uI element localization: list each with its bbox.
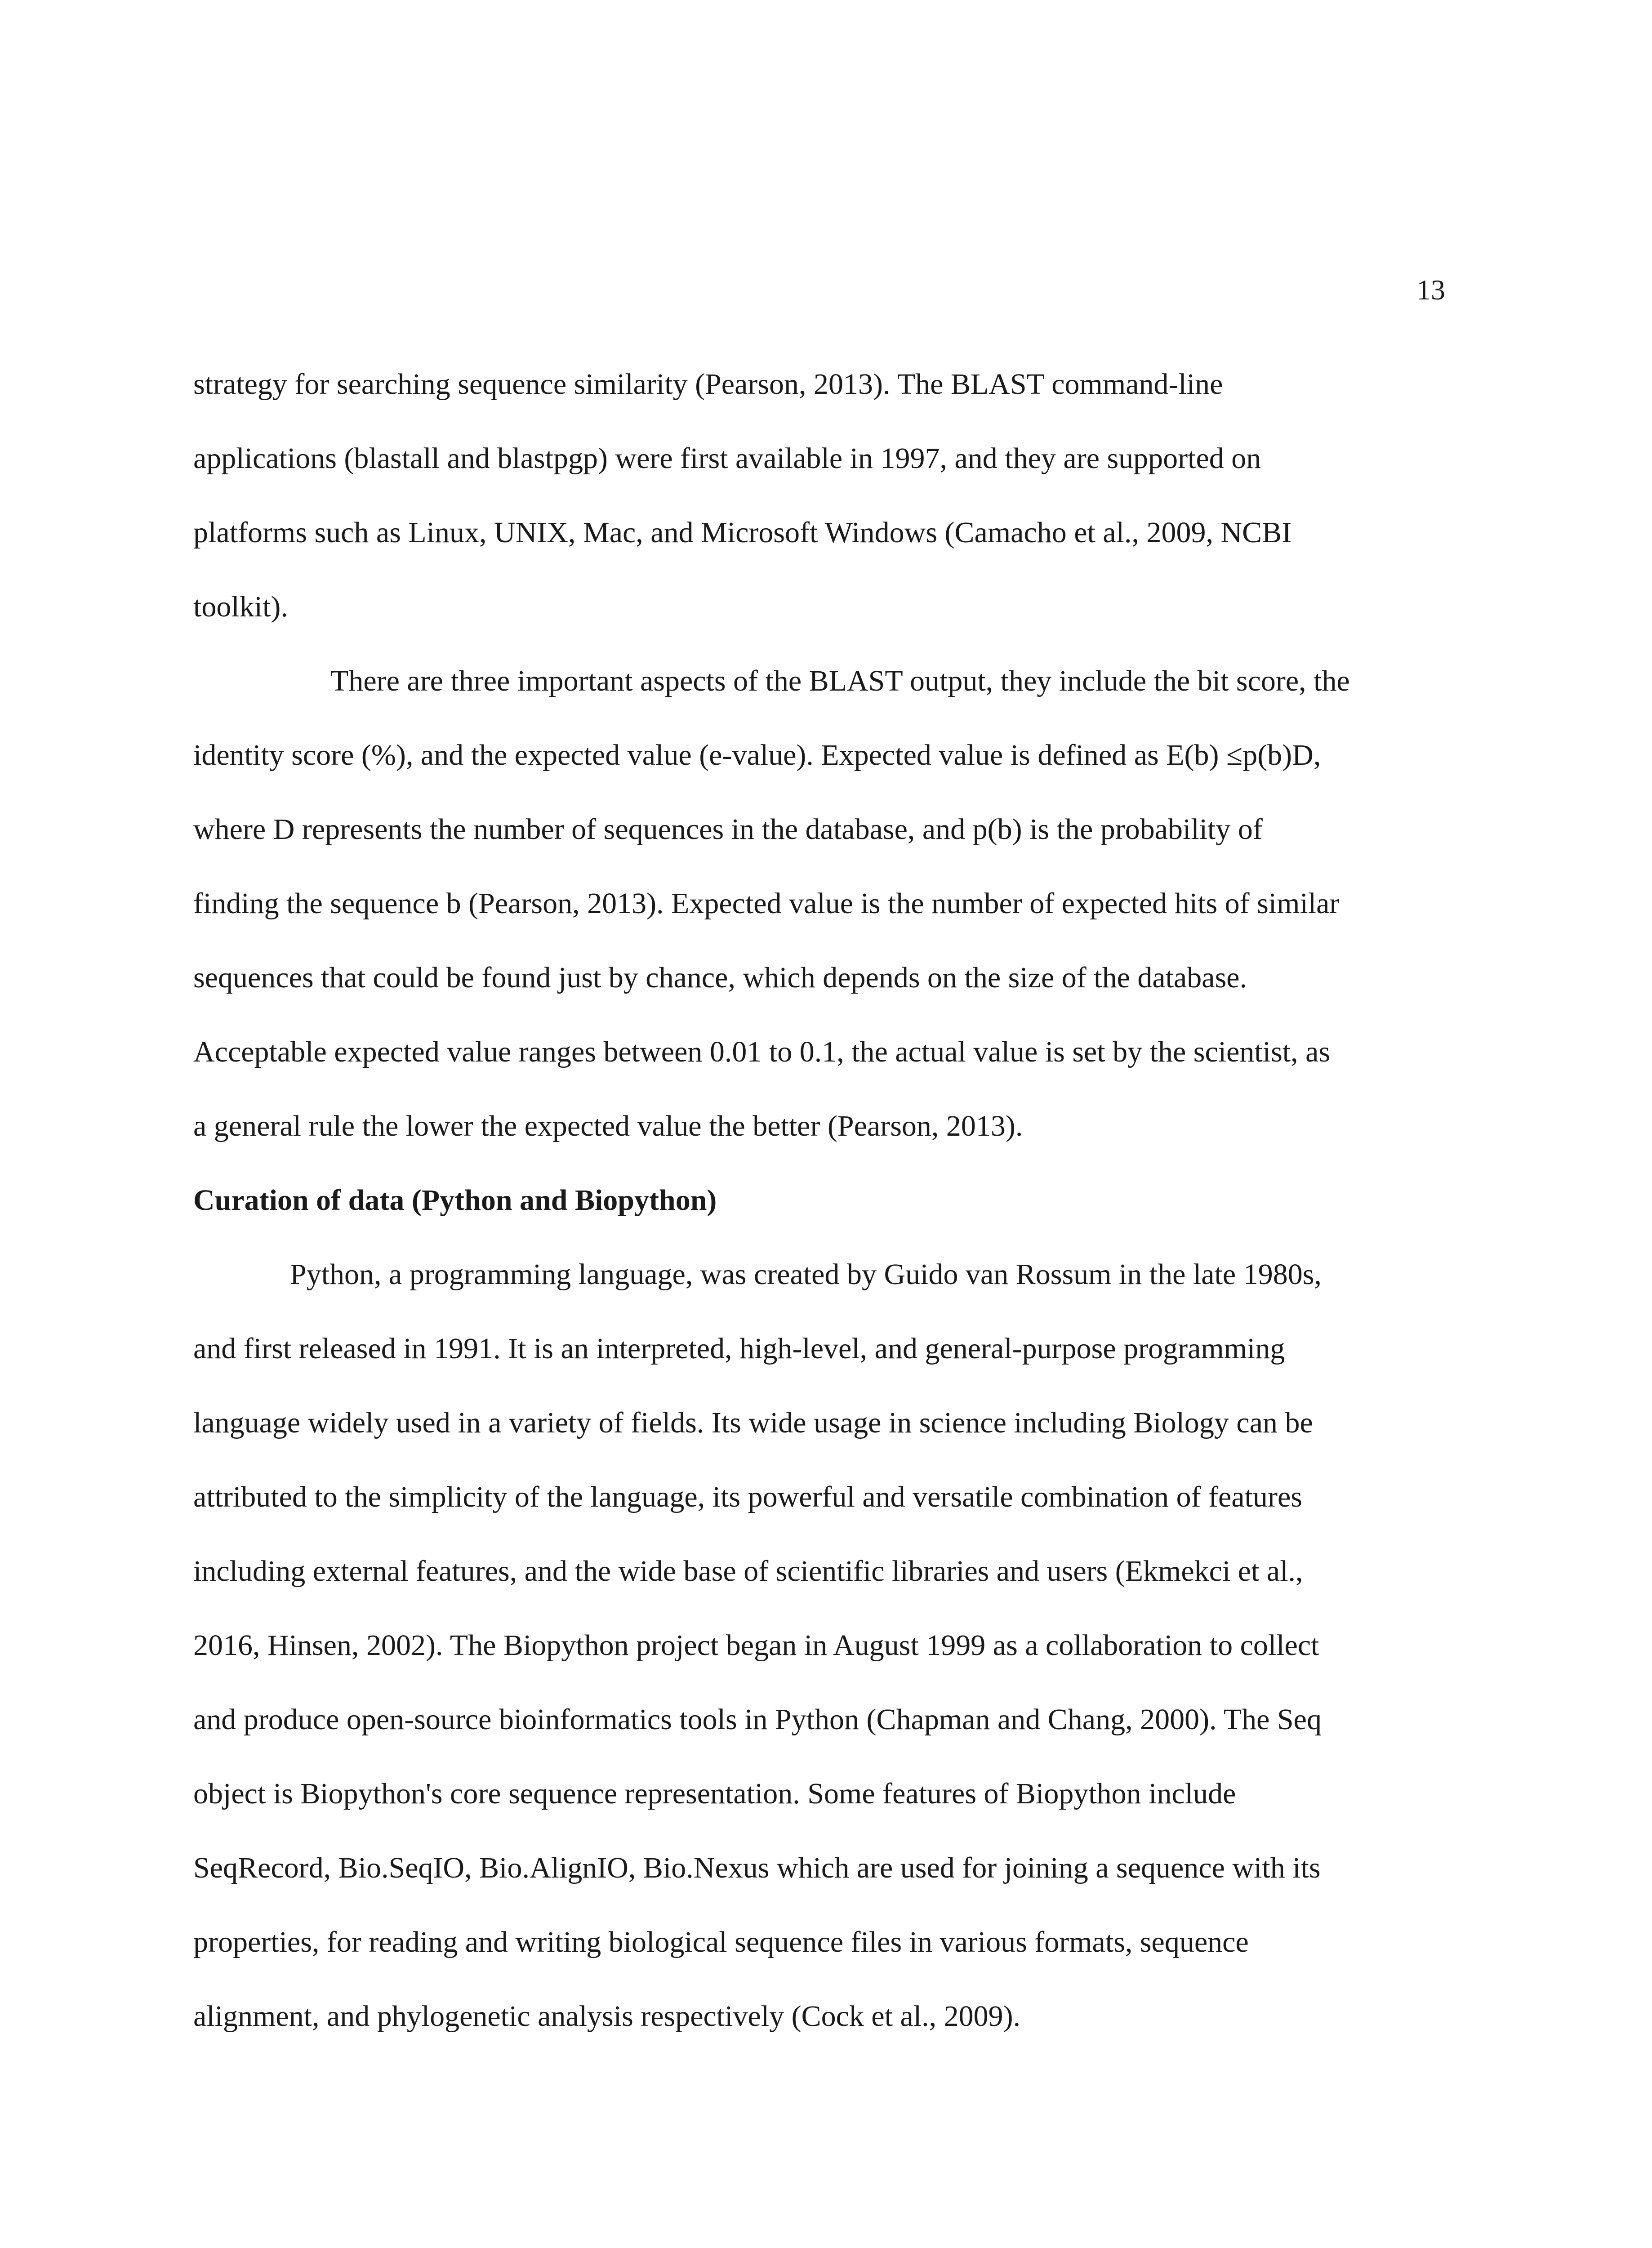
paragraph-1-line: toolkit). <box>193 590 288 623</box>
paragraph-3-line: 2016, Hinsen, 2002). The Biopython project began in August 1999 as a collaboration to collect <box>193 1629 1319 1662</box>
page-number: 13 <box>1416 274 1445 306</box>
paragraph-3-line: properties, for reading and writing biological sequence files in various formats, sequence <box>193 1926 1249 1958</box>
paragraph-3-line: Python, a programming language, was created by Guido van Rossum in the late 1980s, <box>290 1258 1322 1291</box>
paragraph-3-line: alignment, and phylogenetic analysis respectively (Cock et al., 2009). <box>193 2000 1021 2033</box>
paragraph-3-line: language widely used in a variety of fields. Its wide usage in science including Biology can be <box>193 1406 1313 1439</box>
paragraph-3-line: and first released in 1991. It is an interpreted, high-level, and general-purpose programming <box>193 1332 1285 1365</box>
paragraph-1-line: platforms such as Linux, UNIX, Mac, and Microsoft Windows (Camacho et al., 2009, NCBI <box>193 516 1292 549</box>
paragraph-2-line: sequences that could be found just by chance, which depends on the size of the database. <box>193 961 1247 994</box>
paragraph-2-line: finding the sequence b (Pearson, 2013). Expected value is the number of expected hits of similar <box>193 887 1340 920</box>
paragraph-1-line: strategy for searching sequence similarity (Pearson, 2013). The BLAST command-line <box>193 368 1223 401</box>
paragraph-2-line: There are three important aspects of the BLAST output, they include the bit score, the <box>330 665 1350 697</box>
paragraph-1-line: applications (blastall and blastpgp) were first available in 1997, and they are supported on <box>193 442 1261 475</box>
paragraph-3-line: SeqRecord, Bio.SeqIO, Bio.AlignIO, Bio.Nexus which are used for joining a sequence with its <box>193 1851 1321 1884</box>
paragraph-3-line: including external features, and the wide base of scientific libraries and users (Ekmekci et al., <box>193 1555 1303 1588</box>
paragraph-2-line: a general rule the lower the expected value the better (Pearson, 2013). <box>193 1110 1023 1142</box>
paragraph-3-line: and produce open-source bioinformatics tools in Python (Chapman and Chang, 2000). The Seq <box>193 1703 1322 1736</box>
paragraph-3-line: attributed to the simplicity of the language, its powerful and versatile combination of features <box>193 1481 1302 1513</box>
paragraph-2-line: where D represents the number of sequences in the database, and p(b) is the probability of <box>193 813 1263 846</box>
section-heading: Curation of data (Python and Biopython) <box>193 1184 717 1217</box>
paragraph-3-line: object is Biopython's core sequence representation. Some features of Biopython include <box>193 1777 1236 1810</box>
paragraph-2-line: identity score (%), and the expected value (e-value). Expected value is defined as E(b) ≤p(b)D, <box>193 739 1321 772</box>
paragraph-2-line: Acceptable expected value ranges between 0.01 to 0.1, the actual value is set by the scientist, as <box>193 1035 1331 1068</box>
